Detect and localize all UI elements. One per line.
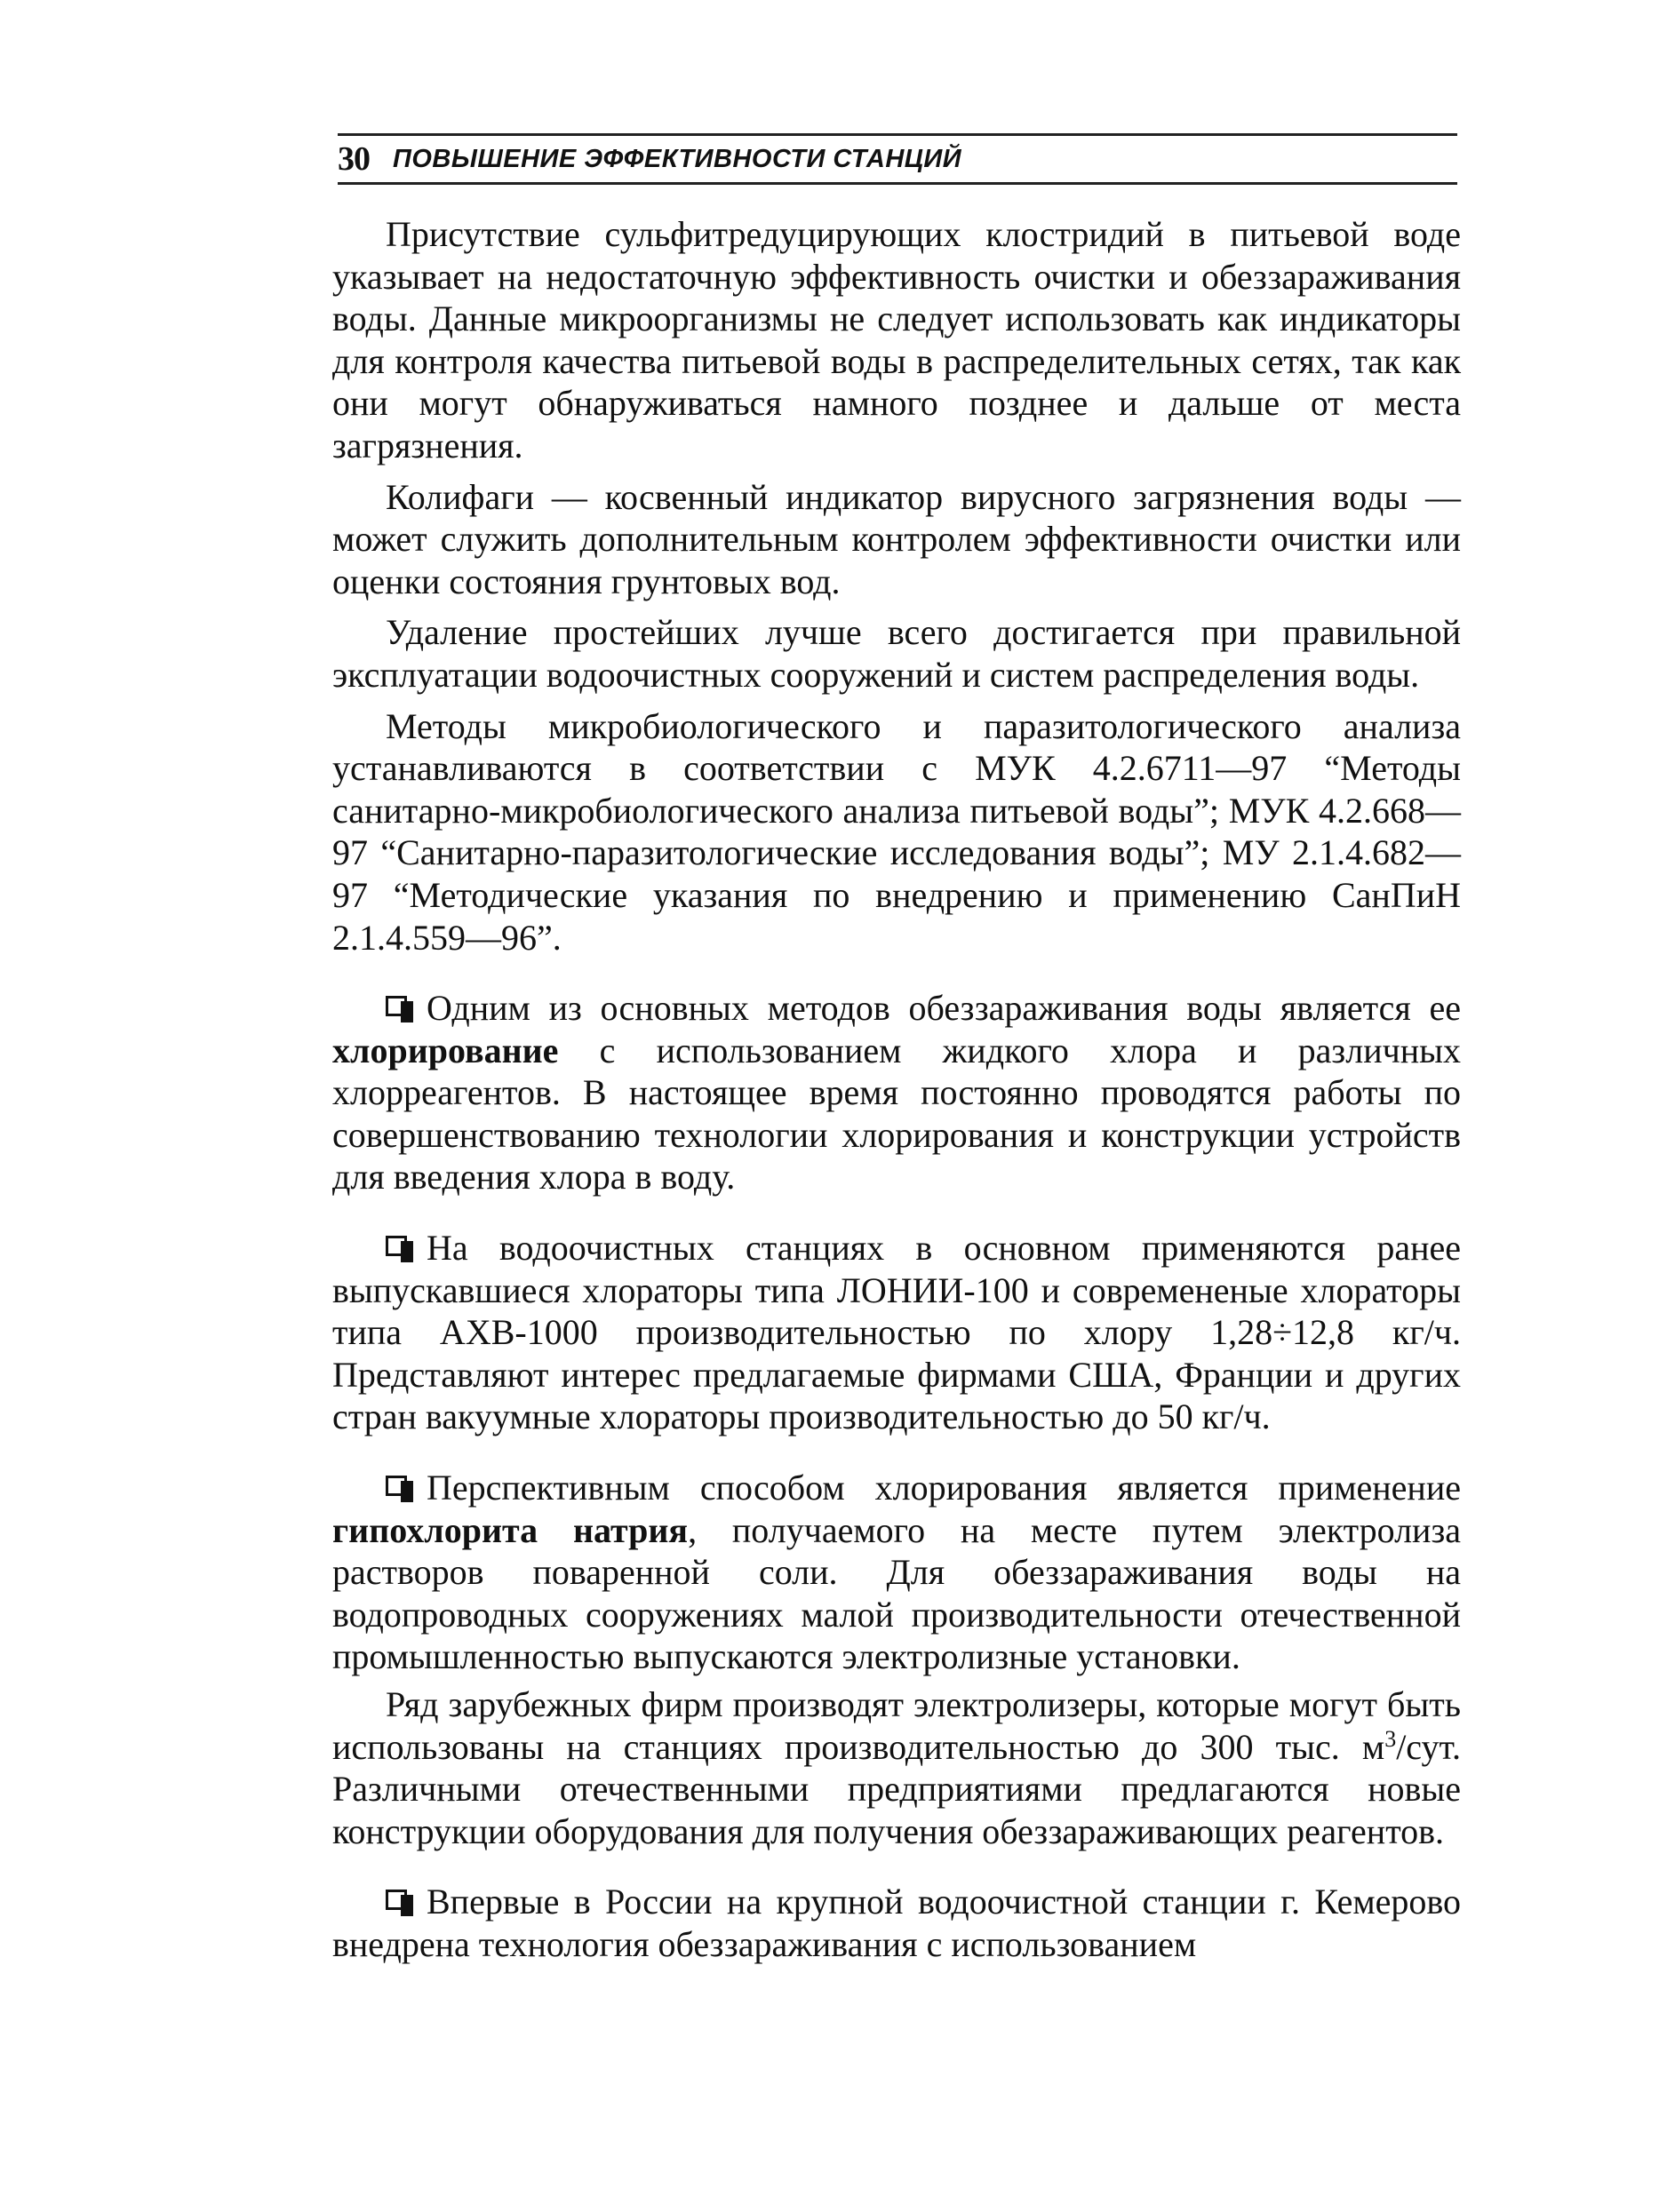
paragraph-chlorination-text-1: Одним из основных методов обеззараживания воды является ее (427, 988, 1461, 1029)
paragraph-coliphages: Колифаги — косвенный индикатор вирусного загрязнения воды — может служить дополнительным контролем эффективности очистки или оценки состояния грунтовых вод. (332, 476, 1461, 601)
paragraph-chlorinators (332, 1227, 1461, 1438)
bullet-box-icon (386, 1890, 414, 1916)
bullet-box-icon (386, 1476, 414, 1502)
paragraph-kemerovo-text: Впервые в России на крупной водоочистной станции г. Кемерово внедрена технология обеззараживания с использованием (332, 1882, 1461, 1964)
paragraph-hypochlorite-text-1: Перспективным способом хлорирования является применение (427, 1468, 1461, 1508)
term-chlorination: хлорирование (332, 1030, 559, 1070)
running-title: ПОВЫШЕНИЕ ЭФФЕКТИВНОСТИ СТАНЦИЙ (393, 144, 962, 173)
paragraph-electrolyzers (332, 1683, 1461, 1852)
running-header (338, 133, 1457, 185)
body-text (332, 213, 1461, 1991)
paragraph-hypochlorite (332, 1467, 1461, 1678)
paragraph-hypochlorite-text-2: , получаемого на месте путем электролиза растворов поваренной соли. Для обеззараживания воды на водопроводных сооружениях малой производительности отечественной промышленностью выпускаются электролизные установки. (332, 1509, 1462, 1677)
paragraph-electrolyzers-text-1: Ряд зарубежных фирм производят электролизеры, которые могут быть использованы на станциях производительностью до 300 тыс. м (332, 1684, 1461, 1767)
paragraph-electrolyzers-text-2: /сут. Различными отечественными предприятиями предлагаются новые конструкции оборудования для получения обеззараживающих реагентов. (332, 1726, 1461, 1851)
paragraph-protozoa: Удаление простейших лучше всего достигается при правильной эксплуатации водоочистных сооружений и систем распределения воды. (332, 612, 1461, 695)
paragraph-chlorination (332, 987, 1461, 1198)
paragraph-methods: Методы микробиологического и паразитологического анализа устанавливаются в соответствии с МУК 4.2.6711—97 “Методы санитарно-микробиологического анализа питьевой воды”; МУК 4.2.668—97 “Санитарно-паразитологические исследования воды”; МУ 2.1.4.682—97 “Методические указания по внедрению и применению СанПиН 2.1.4.559—96”. (332, 705, 1461, 958)
paragraph-chlorinators-text: На водоочистных станциях в основном применяются ранее выпускавшиеся хлораторы типа ЛОНИИ-100 и современеные хлораторы типа АХВ-1000 производительностью по хлору 1,28÷12,8 кг/ч. Представляют интерес предлагаемые фирмами США, Франции и других стран вакуумные хлораторы производительностью до 50 кг/ч. (332, 1228, 1461, 1437)
paragraph-kemerovo (332, 1881, 1461, 1965)
paragraph-chlorination-text-2: с использованием жидкого хлора и различных хлорреагентов. В настоящее время постоянно проводятся работы по совершенствованию технологии хлорирования и конструкции устройств для введения хлора в воду. (332, 1030, 1461, 1198)
term-sodium-hypochlorite: гипохлорита натрия (332, 1509, 689, 1550)
paragraph-clostridia: Присутствие сульфитредуцирующих клостридий в питьевой воде указывает на недостаточную эффективность очистки и обеззараживания воды. Данные микроорганизмы не следует использовать как индикаторы для контроля качества питьевой воды в распределительных сетях, так как они могут обнаруживаться намного позднее и дальше от места загрязнения. (332, 214, 1461, 465)
bullet-box-icon (386, 996, 414, 1022)
page-number: 30 (338, 140, 370, 178)
superscript-3: 3 (1384, 1725, 1397, 1752)
bullet-box-icon (386, 1236, 414, 1262)
